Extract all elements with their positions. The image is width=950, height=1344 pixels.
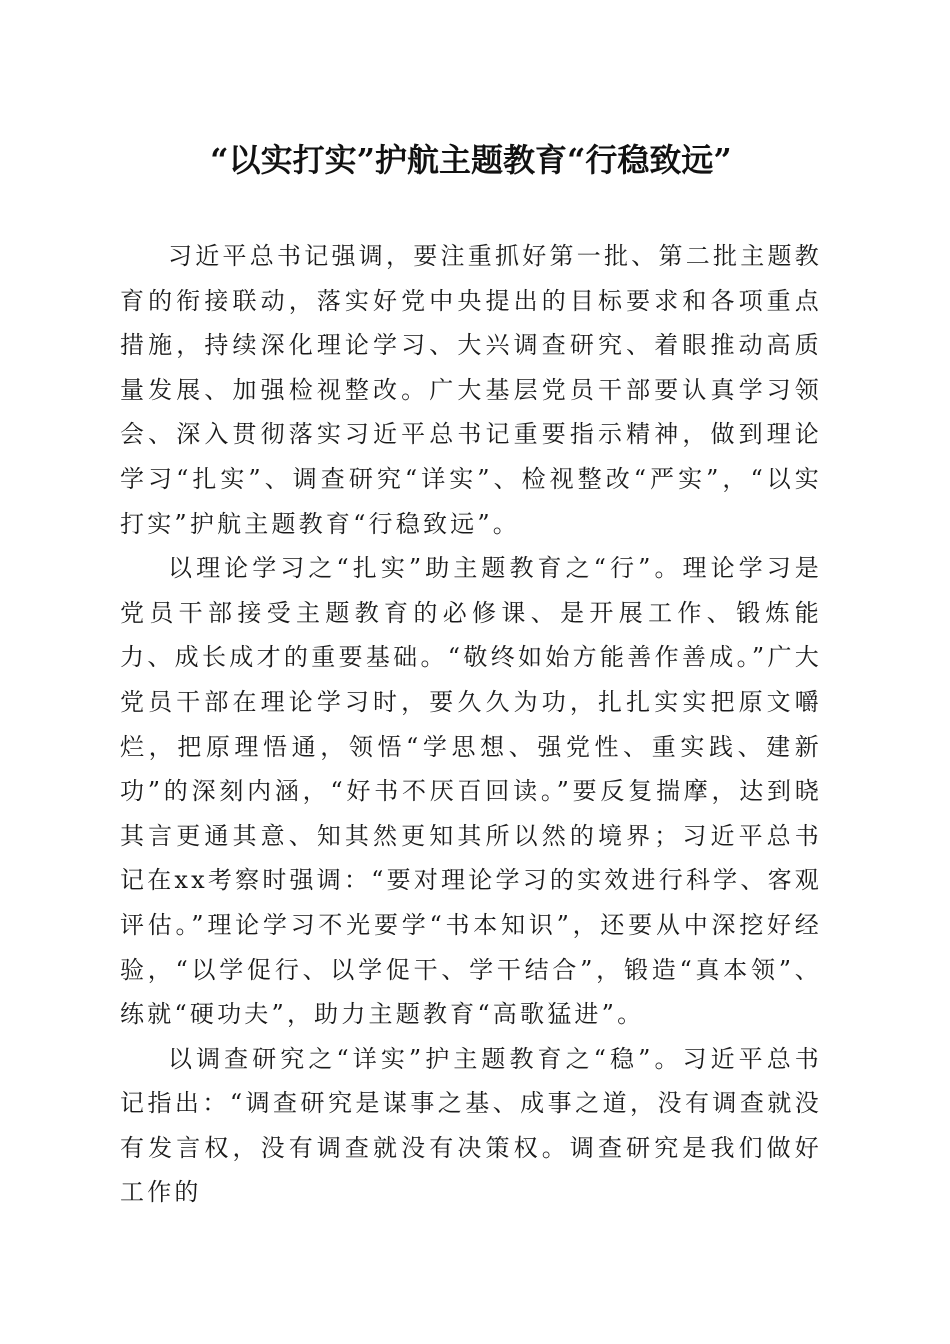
document-body (120, 234, 822, 1215)
paragraph: 以理论学习之“扎实”助主题教育之“行”。理论学习是党员干部接受主题教育的必修课、是开展工作、锻炼能力、成长成才的重要基础。“敬终如始方能善作善成。”广大党员干部在理论学习时，要久久为功，扎扎实实把原文嚼烂，把原理悟通，领悟“学思想、强党性、重实践、建新功”的深刻内涵，“好书不厌百回读。”要反复揣摩，达到晓其言更通其意、知其然更知其所以然的境界；习近平总书记在xx考察时强调：“要对理论学习的实效进行科学、客观评估。”理论学习不光要学“书本知识”，还要从中深挖好经验，“以学促行、以学促干、学干结合”，锻造“真本领”、练就“硬功夫”，助力主题教育“高歌猛进”。 (120, 554, 822, 1029)
paragraph: 以调查研究之“详实”护主题教育之“稳”。习近平总书记指出：“调查研究是谋事之基、成事之道，没有调查就没有发言权，没有调查就没有决策权。调查研究是我们做好工作的 (120, 1044, 822, 1207)
document-title: “以实打实”护航主题教育“行稳致远” (210, 141, 732, 179)
paragraph: 习近平总书记强调，要注重抓好第一批、第二批主题教育的衔接联动，落实好党中央提出的目标要求和各项重点措施，持续深化理论学习、大兴调查研究、着眼推动高质量发展、加强检视整改。广大基层党员干部要认真学习领会、深入贯彻落实习近平总书记重要指示精神，做到理论学习“扎实”、调查研究“详实”、检视整改“严实”，“以实打实”护航主题教育“行稳致远”。 (120, 242, 822, 538)
